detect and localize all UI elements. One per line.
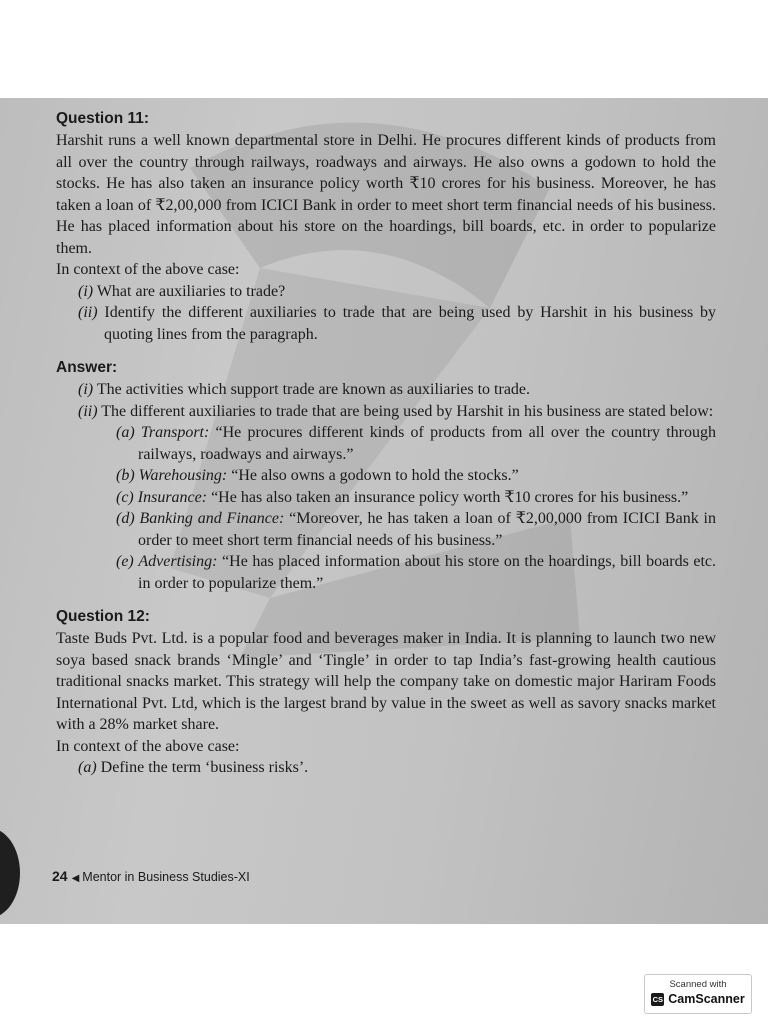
marker: (a) [78,759,97,776]
answer-sub-point-c [56,487,716,509]
marker: (e) [116,553,134,570]
question-11-context: In context of the above case: [56,261,240,278]
sub-point-text: “He also owns a godown to hold the stocks.” [231,467,519,484]
page-number: 24 [52,868,68,884]
question-text: What are auxiliaries to trade? [96,282,286,300]
sub-point-label: Transport: [140,424,210,441]
marker: (i) [78,381,94,398]
question-12-part-a [56,757,716,779]
question-text: Identify the different auxiliaries to trade that are being used by Harshit in his business by quoting lines from the paragraph. [104,304,717,343]
marker: (a) [116,424,135,441]
scanner-brand-row [645,992,751,1006]
scanner-brand: CamScanner [668,992,745,1006]
page-content [56,108,716,779]
answer-sub-point-a [56,422,716,465]
answer-sub-point-b [56,465,716,487]
scan-shadow [0,828,20,918]
sub-point-label: Advertising: [138,553,218,570]
answer-point-ii [56,401,716,423]
sub-point-label: Warehousing: [138,467,228,484]
sub-point-label: Banking and Finance: [139,510,285,527]
sub-point-text: “He has placed information about his store on the hoardings, bill boards etc. in order to popularize them.” [138,553,717,592]
question-11-part-i [56,281,716,303]
marker: (c) [116,488,134,506]
book-title: Mentor in Business Studies-XI [82,870,250,884]
camscanner-logo-icon: CS [652,994,663,1004]
answer-sub-point-e [56,551,716,594]
answer-text: The different auxiliaries to trade that are being used by Harshit in his business are stated below: [101,402,714,420]
sub-point-text: “Moreover, he has taken a loan of ₹2,00,000 from ICICI Bank in order to meet short term financial needs of his business.” [138,510,716,549]
page-footer [52,868,250,884]
left-arrow-icon: ◀ [71,873,80,884]
question-text: Define the term ‘business risks’. [100,759,309,776]
scanned-page [0,98,768,924]
sub-point-text: “He procures different kinds of products from all over the country through railways, roadways and airways.” [138,424,717,463]
camscanner-badge [644,974,752,1014]
scanner-caption: Scanned with [669,979,727,990]
marker: (ii) [78,304,98,321]
marker: (b) [116,467,135,484]
sub-point-label: Insurance: [137,488,208,506]
question-11-heading: Question 11: [56,110,150,127]
answer-heading: Answer: [56,359,118,376]
answer-sub-point-d [56,508,716,551]
marker: (ii) [78,402,98,420]
question-12-heading: Question 12: [56,608,150,625]
question-11-body: Harshit runs a well known departmental store in Delhi. He procures different kinds of products from all over the country through railways, roadways and airways. He also owns a godown to hold the stocks. He has also taken an insurance policy worth ₹10 crores for his business. Moreover, he has taken a loan of ₹2,00,000 from ICICI Bank in order to meet short term financial needs of his business. He has placed information about his store on the hoardings, bill boards, etc. in order to popularize them. [56,132,716,257]
answer-text: The activities which support trade are known as auxiliaries to trade. [96,381,531,398]
sub-point-text: “He has also taken an insurance policy worth ₹10 crores for his business.” [211,488,689,506]
question-12-body: Taste Buds Pvt. Ltd. is a popular food and beverages maker in India. It is planning to launch two new soya based snack brands ‘Mingle’ and ‘Tingle’ in order to tap India’s fast-growing health cautious traditional snacks market. This strategy will help the company take on domestic major Hariram Foods International Pvt. Ltd, which is the largest brand by value in the sweet as well as savory snacks market with a 28% market share. [56,630,716,733]
question-12-context: In context of the above case: [56,737,240,755]
answer-point-i [56,379,716,401]
question-11-part-ii [56,302,716,345]
marker: (d) [116,510,135,527]
marker: (i) [78,282,94,300]
